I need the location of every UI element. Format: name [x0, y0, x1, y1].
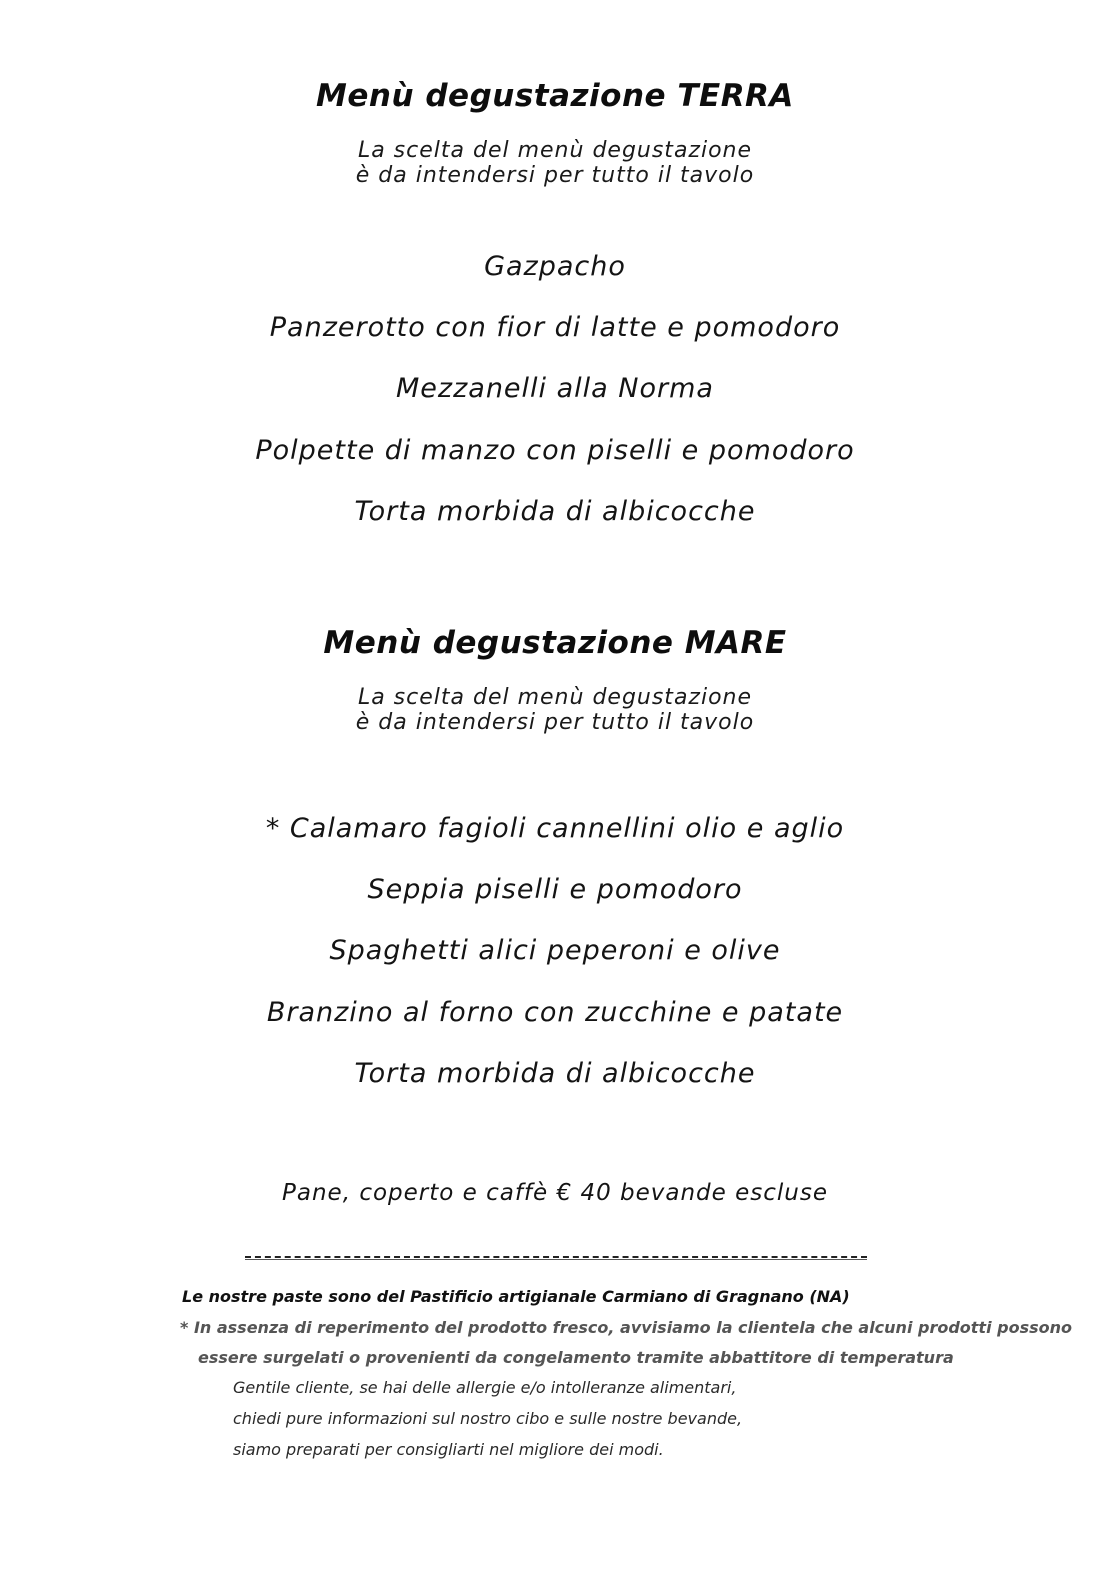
terra-subtitle-line1: La scelta del menù degustazione: [357, 138, 753, 163]
terra-dish-4: Polpette di manzo con piselli e pomodoro: [255, 435, 855, 466]
allergy-line3: siamo preparati per consigliarti nel migliore dei modi.: [233, 1440, 664, 1459]
mare-dish-2: Seppia piselli e pomodoro: [367, 874, 743, 905]
terra-subtitle-line2: è da intendersi per tutto il tavolo: [355, 163, 755, 188]
allergy-line2: chiedi pure informazioni sul nostro cibo e sulle nostre bevande,: [233, 1409, 743, 1428]
pasta-note: Le nostre paste sono del Pastificio artigianale Carmiano di Gragnano (NA): [182, 1287, 850, 1306]
frozen-note-line2: essere surgelati o provenienti da congelamento tramite abbattitore di temperatura: [198, 1348, 954, 1367]
terra-title: Menù degustazione TERRA: [316, 78, 794, 114]
allergy-line1: Gentile cliente, se hai delle allergie e/o intolleranze alimentari,: [233, 1378, 737, 1397]
divider-line: [245, 1256, 867, 1258]
mare-dish-4: Branzino al forno con zucchine e patate: [266, 997, 844, 1028]
mare-title: Menù degustazione MARE: [323, 625, 787, 661]
terra-dish-3: Mezzanelli alla Norma: [396, 373, 714, 404]
frozen-note-line1: * In assenza di reperimento del prodotto fresco, avvisiamo la clientela che alcuni prodotti possono: [180, 1318, 1072, 1337]
terra-dish-5: Torta morbida di albicocche: [354, 496, 756, 527]
mare-dish-1: * Calamaro fagioli cannellini olio e aglio: [265, 813, 845, 844]
price-line: Pane, coperto e caffè € 40 bevande escluse: [282, 1180, 828, 1206]
mare-dish-5: Torta morbida di albicocche: [354, 1058, 756, 1089]
divider-underline: [245, 1259, 867, 1260]
terra-dish-2: Panzerotto con fior di latte e pomodoro: [269, 312, 841, 343]
mare-subtitle-line2: è da intendersi per tutto il tavolo: [355, 710, 755, 735]
terra-dish-1: Gazpacho: [484, 251, 626, 282]
mare-dish-3: Spaghetti alici peperoni e olive: [329, 935, 781, 966]
mare-subtitle-line1: La scelta del menù degustazione: [357, 685, 753, 710]
